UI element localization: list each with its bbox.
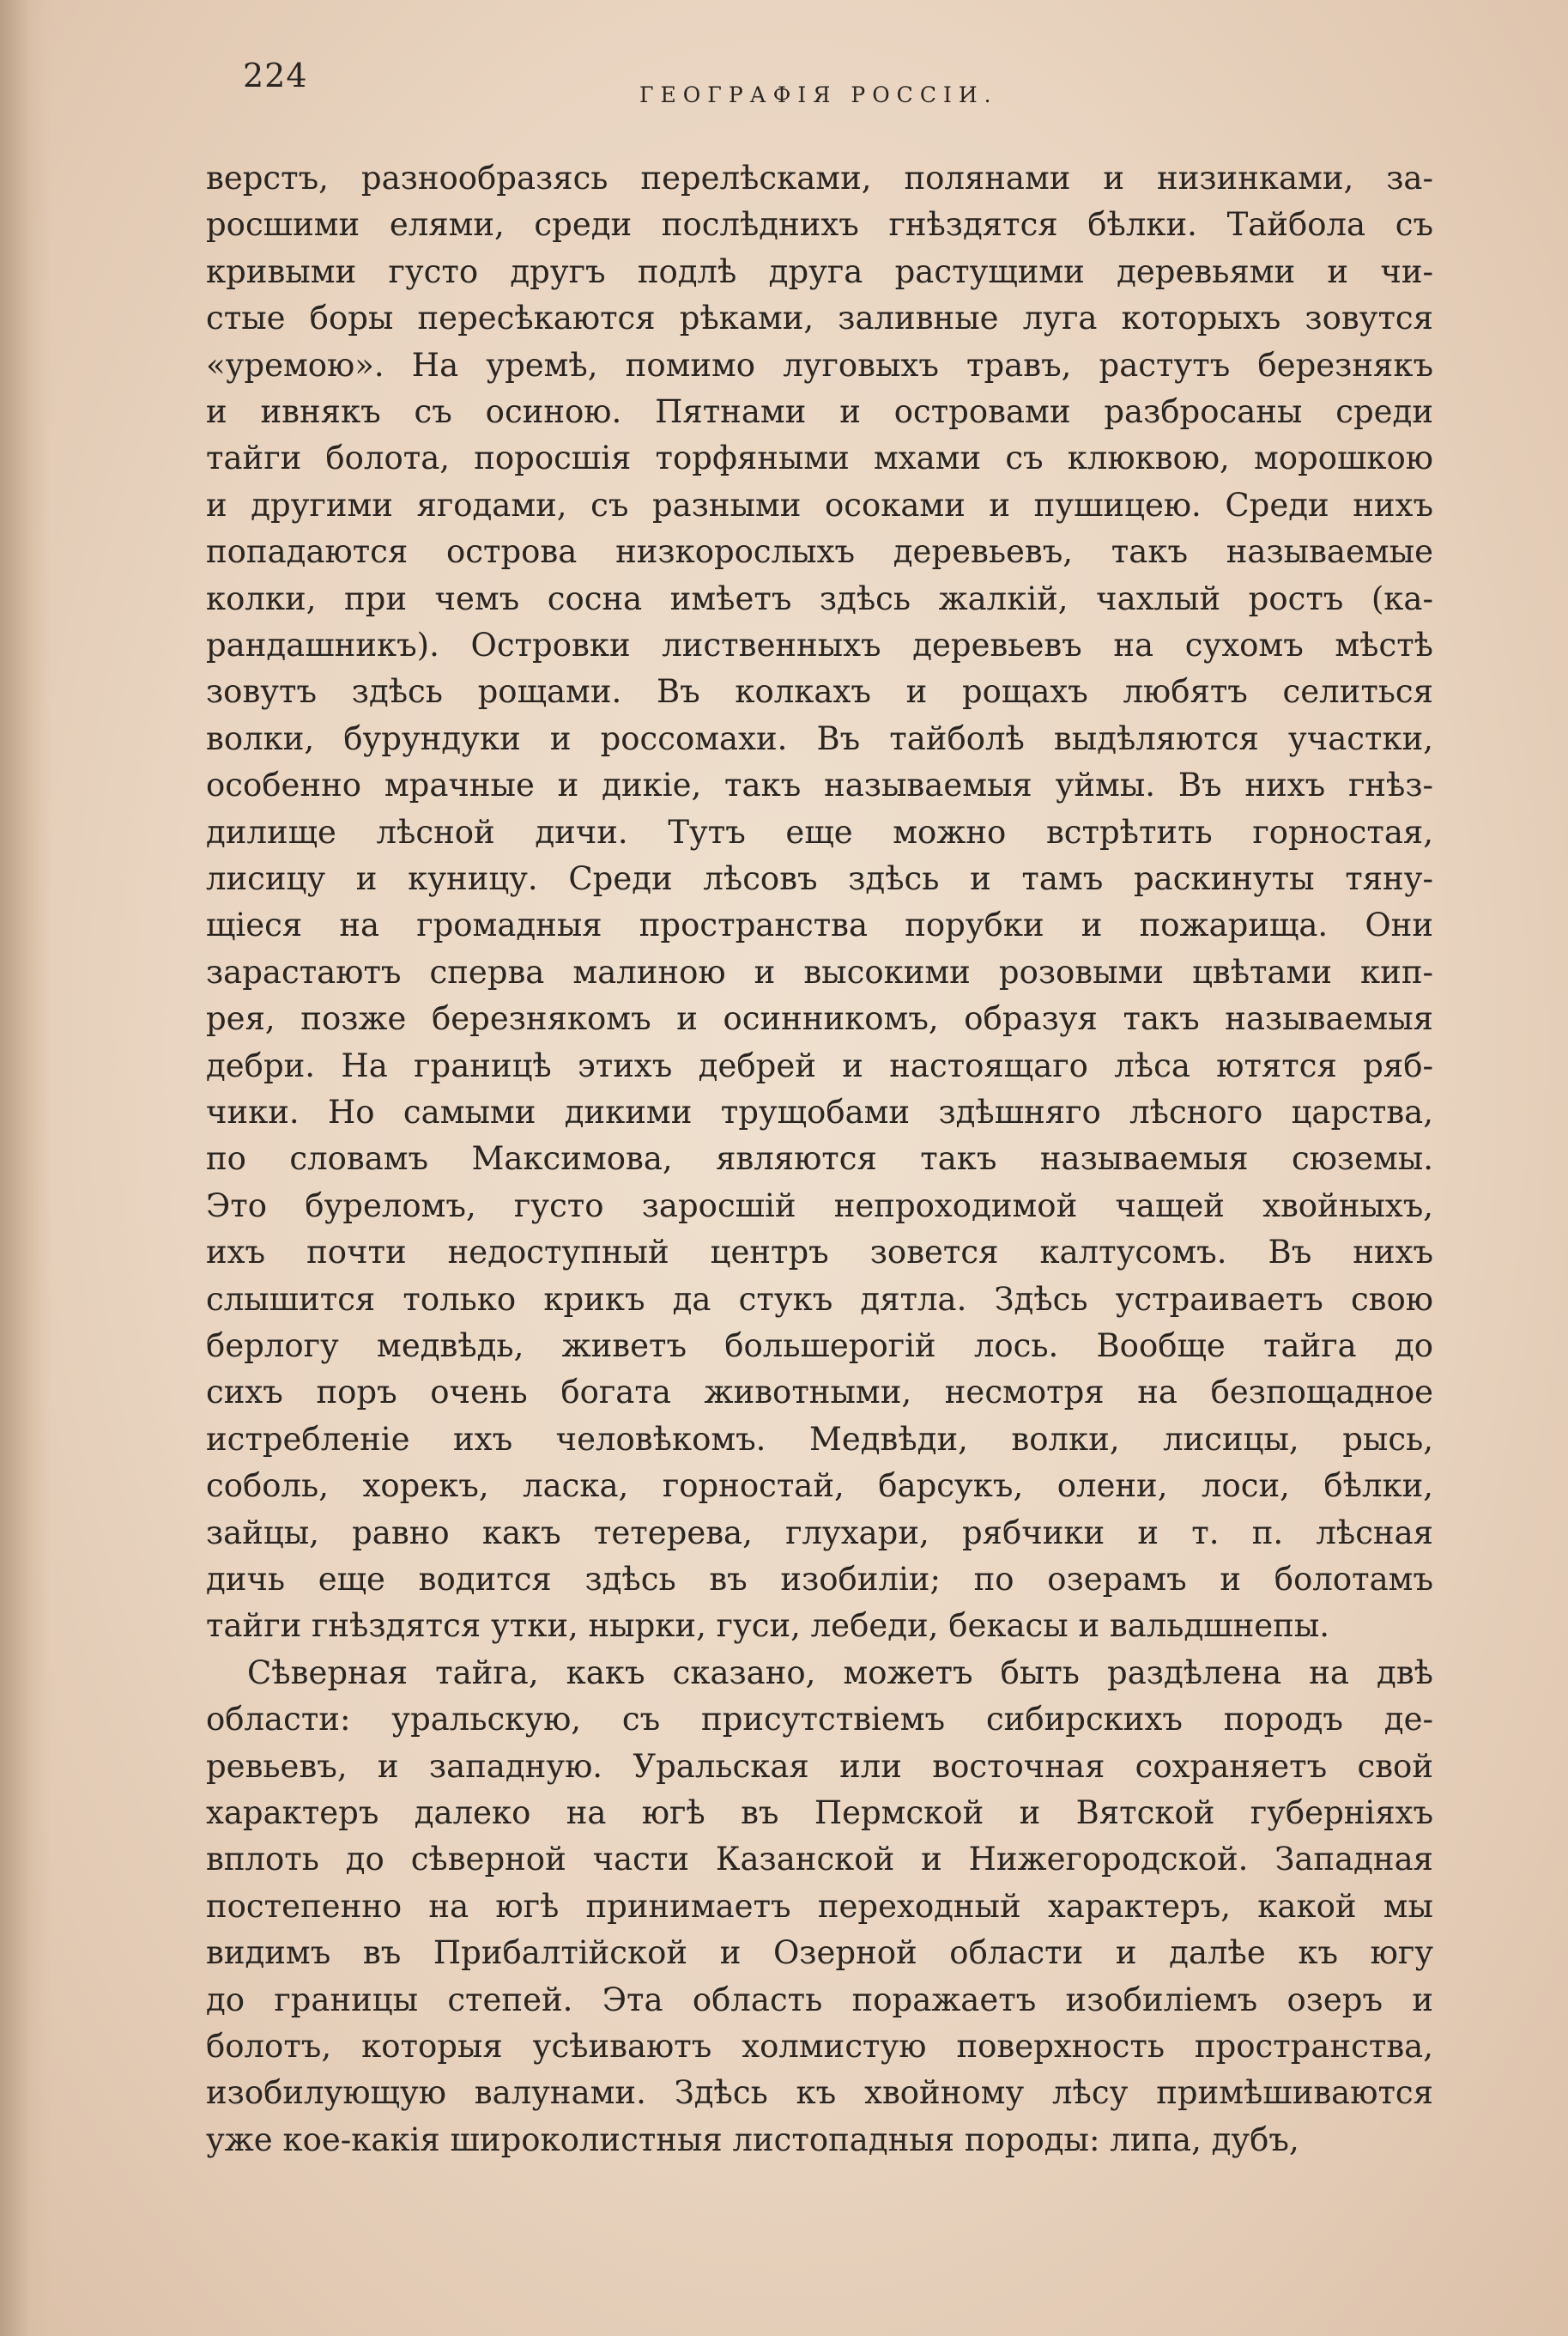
text-line: ревьевъ, и западную. Уральская или восточная сохраняетъ свой (206, 1747, 1433, 1785)
text-line: и другими ягодами, съ разными осоками и пушицею. Среди нихъ (206, 486, 1433, 524)
text-line: истребленіе ихъ человѣкомъ. Медвѣди, волки, лисицы, рысь, (206, 1420, 1433, 1458)
text-line: изобилующую валунами. Здѣсь къ хвойному лѣсу примѣшиваются (206, 2074, 1433, 2112)
text-line: «уремою». На уремѣ, помимо луговыхъ травъ, растутъ березнякъ (206, 346, 1433, 384)
text-line: болотъ, которыя усѣиваютъ холмистую поверхность пространства, (206, 2028, 1433, 2065)
text-line: чики. Но самыми дикими трущобами здѣшняго лѣсного царства, (206, 1094, 1433, 1131)
text-line: рея, позже березнякомъ и осинникомъ, образуя такъ называемыя (206, 1000, 1433, 1038)
text-line: слышится только крикъ да стукъ дятла. Здѣсь устраиваетъ свою (206, 1280, 1433, 1318)
text-line: дичь еще водится здѣсь въ изобиліи; по озерамъ и болотамъ (206, 1561, 1433, 1598)
text-line: тайги болота, поросшія торфяными мхами съ клюквою, морошкою (206, 440, 1433, 477)
text-line: видимъ въ Прибалтійской и Озерной области и далѣе къ югу (206, 1934, 1433, 1972)
text-line: уже кое-какія широколистныя листопадныя породы: липа, дубъ, (206, 2121, 1299, 2158)
text-line: по словамъ Максимова, являются такъ называемыя сюземы. (206, 1140, 1433, 1178)
text-line: характеръ далеко на югѣ въ Пермской и Вятской губерніяхъ (206, 1794, 1433, 1831)
text-line: росшими елями, среди послѣднихъ гнѣздятся бѣлки. Тайбола съ (206, 206, 1433, 244)
text-line: Это буреломъ, густо заросшій непроходимой чащей хвойныхъ, (206, 1186, 1433, 1224)
body-text (206, 155, 1433, 2158)
text-line: рандашникъ). Островки лиственныхъ деревьевъ на сухомъ мѣстѣ (206, 627, 1433, 664)
page-number: 224 (243, 57, 308, 94)
text-line: верстъ, разнообразясь перелѣсками, полянами и низинками, за- (206, 160, 1433, 197)
text-line: берлогу медвѣдь, живетъ большерогій лось. Вообще тайга до (206, 1327, 1433, 1364)
binding-gutter-shadow (0, 0, 51, 2336)
running-head: ГЕОГРАФІЯ РОССІИ. (639, 82, 998, 107)
text-line: зовутъ здѣсь рощами. Въ колкахъ и рощахъ любятъ селиться (206, 673, 1433, 711)
text-line: зайцы, равно какъ тетерева, глухари, рябчики и т. п. лѣсная (206, 1514, 1433, 1551)
text-line: лисицу и куницу. Среди лѣсовъ здѣсь и тамъ раскинуты тяну- (206, 860, 1433, 897)
text-line: и ивнякъ съ осиною. Пятнами и островами разбросаны среди (206, 393, 1433, 430)
text-line: зарастаютъ сперва малиною и высокими розовыми цвѣтами кип- (206, 953, 1433, 991)
text-line: попадаются острова низкорослыхъ деревьевъ, такъ называемые (206, 533, 1433, 571)
text-line: волки, бурундуки и россомахи. Въ тайболѣ выдѣляются участки, (206, 719, 1433, 757)
text-line: ихъ почти недоступный центръ зовется калтусомъ. Въ нихъ (206, 1234, 1433, 1271)
text-line: области: уральскую, съ присутствіемъ сибирскихъ породъ де- (206, 1701, 1433, 1738)
text-line: вплоть до сѣверной части Казанской и Нижегородской. Западная (206, 1841, 1433, 1878)
text-line: тайги гнѣздятся утки, нырки, гуси, лебеди, бекасы и вальдшнепы. (206, 1607, 1330, 1645)
text-line: колки, при чемъ сосна имѣетъ здѣсь жалкій, чахлый ростъ (ка- (206, 579, 1433, 617)
text-line: особенно мрачные и дикіе, такъ называемыя уймы. Въ нихъ гнѣз- (206, 767, 1433, 804)
text-line: дебри. На границѣ этихъ дебрей и настоящаго лѣса ютятся ряб- (206, 1047, 1433, 1084)
text-line: сихъ поръ очень богата животными, несмотря на безпощадное (206, 1374, 1433, 1411)
text-line: дилище лѣсной дичи. Тутъ еще можно встрѣтить горностая, (206, 813, 1433, 851)
text-line: соболь, хорекъ, ласка, горностай, барсукъ, олени, лоси, бѣлки, (206, 1467, 1433, 1505)
text-line: стые боры пересѣкаются рѣками, заливные луга которыхъ зовутся (206, 300, 1433, 337)
text-line: постепенно на югѣ принимаетъ переходный характеръ, какой мы (206, 1887, 1433, 1925)
text-line: Сѣверная тайга, какъ сказано, можетъ быть раздѣлена на двѣ (247, 1653, 1433, 1691)
text-line: щіеся на громадныя пространства порубки и пожарища. Они (206, 907, 1433, 944)
text-line: до границы степей. Эта область поражаетъ изобиліемъ озеръ и (206, 1981, 1433, 2018)
text-line: кривыми густо другъ подлѣ друга растущими деревьями и чи- (206, 252, 1433, 290)
